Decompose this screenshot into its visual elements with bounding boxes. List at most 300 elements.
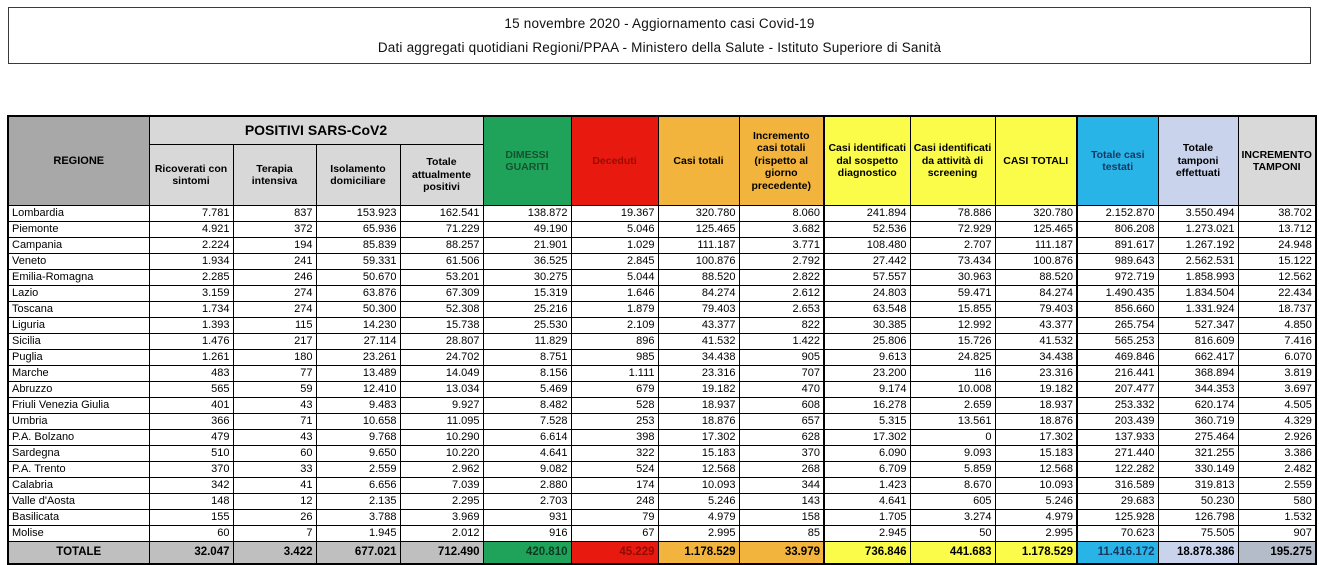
value-cell: 344 bbox=[739, 478, 824, 494]
value-cell: 5.044 bbox=[571, 270, 658, 286]
table-row bbox=[8, 318, 1316, 334]
value-cell: 316.589 bbox=[1077, 478, 1158, 494]
value-cell: 2.926 bbox=[1238, 430, 1316, 446]
value-cell: 2.152.870 bbox=[1077, 206, 1158, 222]
value-cell: 53.201 bbox=[400, 270, 483, 286]
value-cell: 321.255 bbox=[1158, 446, 1238, 462]
value-cell: 12.568 bbox=[658, 462, 739, 478]
value-cell: 3.788 bbox=[316, 510, 400, 526]
value-cell: 2.945 bbox=[824, 526, 910, 542]
table-row bbox=[8, 254, 1316, 270]
value-cell: 2.559 bbox=[316, 462, 400, 478]
value-cell: 5.469 bbox=[483, 382, 571, 398]
value-cell: 61.506 bbox=[400, 254, 483, 270]
header-totale-tamponi: Totale tamponi effettuati bbox=[1158, 116, 1238, 206]
value-cell: 43 bbox=[233, 398, 316, 414]
value-cell: 67.309 bbox=[400, 286, 483, 302]
header-group-positivi: POSITIVI SARS-CoV2 bbox=[149, 116, 483, 145]
value-cell: 125.928 bbox=[1077, 510, 1158, 526]
value-cell: 2.653 bbox=[739, 302, 824, 318]
value-cell: 9.768 bbox=[316, 430, 400, 446]
header-isolamento: Isolamento domiciliare bbox=[316, 145, 400, 206]
value-cell: 241 bbox=[233, 254, 316, 270]
value-cell: 320.780 bbox=[658, 206, 739, 222]
value-cell: 111.187 bbox=[995, 238, 1077, 254]
value-cell: 138.872 bbox=[483, 206, 571, 222]
value-cell: 13.034 bbox=[400, 382, 483, 398]
value-cell: 49.190 bbox=[483, 222, 571, 238]
value-cell: 7.528 bbox=[483, 414, 571, 430]
value-cell: 73.434 bbox=[910, 254, 995, 270]
table-row bbox=[8, 286, 1316, 302]
value-cell: 43.377 bbox=[658, 318, 739, 334]
value-cell: 608 bbox=[739, 398, 824, 414]
value-cell: 148 bbox=[149, 494, 233, 510]
value-cell: 60 bbox=[233, 446, 316, 462]
region-cell: Abruzzo bbox=[8, 382, 149, 398]
value-cell: 271.440 bbox=[1077, 446, 1158, 462]
value-cell: 1.261 bbox=[149, 350, 233, 366]
value-cell: 1.646 bbox=[571, 286, 658, 302]
value-cell: 565 bbox=[149, 382, 233, 398]
value-cell: 24.948 bbox=[1238, 238, 1316, 254]
value-cell: 398 bbox=[571, 430, 658, 446]
value-cell: 14.049 bbox=[400, 366, 483, 382]
region-cell: Toscana bbox=[8, 302, 149, 318]
value-cell: 17.302 bbox=[995, 430, 1077, 446]
value-cell: 1.734 bbox=[149, 302, 233, 318]
total-value-cell: 712.490 bbox=[400, 542, 483, 565]
value-cell: 2.224 bbox=[149, 238, 233, 254]
value-cell: 8.482 bbox=[483, 398, 571, 414]
table-body bbox=[8, 206, 1316, 565]
total-value-cell: 441.683 bbox=[910, 542, 995, 565]
value-cell: 79.403 bbox=[995, 302, 1077, 318]
value-cell: 84.274 bbox=[995, 286, 1077, 302]
header-totale-positivi: Totale attualmente positivi bbox=[400, 145, 483, 206]
value-cell: 126.798 bbox=[1158, 510, 1238, 526]
value-cell: 18.937 bbox=[658, 398, 739, 414]
value-cell: 41 bbox=[233, 478, 316, 494]
value-cell: 9.093 bbox=[910, 446, 995, 462]
value-cell: 8.751 bbox=[483, 350, 571, 366]
value-cell: 528 bbox=[571, 398, 658, 414]
value-cell: 17.302 bbox=[824, 430, 910, 446]
value-cell: 180 bbox=[233, 350, 316, 366]
value-cell: 931 bbox=[483, 510, 571, 526]
value-cell: 70.623 bbox=[1077, 526, 1158, 542]
value-cell: 372 bbox=[233, 222, 316, 238]
value-cell: 268 bbox=[739, 462, 824, 478]
value-cell: 41.532 bbox=[995, 334, 1077, 350]
value-cell: 194 bbox=[233, 238, 316, 254]
table-row bbox=[8, 446, 1316, 462]
value-cell: 1.879 bbox=[571, 302, 658, 318]
value-cell: 565.253 bbox=[1077, 334, 1158, 350]
table-row bbox=[8, 238, 1316, 254]
value-cell: 816.609 bbox=[1158, 334, 1238, 350]
value-cell: 19.182 bbox=[658, 382, 739, 398]
value-cell: 806.208 bbox=[1077, 222, 1158, 238]
value-cell: 1.273.021 bbox=[1158, 222, 1238, 238]
value-cell: 10.658 bbox=[316, 414, 400, 430]
value-cell: 108.480 bbox=[824, 238, 910, 254]
region-cell: Piemonte bbox=[8, 222, 149, 238]
header-dimessi-guariti: DIMESSI GUARITI bbox=[483, 116, 571, 206]
value-cell: 2.707 bbox=[910, 238, 995, 254]
value-cell: 248 bbox=[571, 494, 658, 510]
total-row bbox=[8, 542, 1316, 565]
value-cell: 6.090 bbox=[824, 446, 910, 462]
value-cell: 3.386 bbox=[1238, 446, 1316, 462]
value-cell: 2.562.531 bbox=[1158, 254, 1238, 270]
value-cell: 158 bbox=[739, 510, 824, 526]
value-cell: 2.295 bbox=[400, 494, 483, 510]
region-cell: Liguria bbox=[8, 318, 149, 334]
report-title-line2: Dati aggregati quotidiani Regioni/PPAA - Ministero della Salute - Istituto Superiore di Sanità bbox=[377, 39, 942, 55]
value-cell: 2.962 bbox=[400, 462, 483, 478]
value-cell: 12.410 bbox=[316, 382, 400, 398]
region-cell: Veneto bbox=[8, 254, 149, 270]
value-cell: 4.979 bbox=[995, 510, 1077, 526]
value-cell: 2.135 bbox=[316, 494, 400, 510]
value-cell: 401 bbox=[149, 398, 233, 414]
value-cell: 510 bbox=[149, 446, 233, 462]
value-cell: 26 bbox=[233, 510, 316, 526]
table-row bbox=[8, 430, 1316, 446]
value-cell: 72.929 bbox=[910, 222, 995, 238]
table-row bbox=[8, 414, 1316, 430]
value-cell: 27.442 bbox=[824, 254, 910, 270]
total-value-cell: 736.846 bbox=[824, 542, 910, 565]
value-cell: 71.229 bbox=[400, 222, 483, 238]
value-cell: 84.274 bbox=[658, 286, 739, 302]
region-cell: Friuli Venezia Giulia bbox=[8, 398, 149, 414]
value-cell: 50.300 bbox=[316, 302, 400, 318]
value-cell: 24.803 bbox=[824, 286, 910, 302]
header-casi-totali-2: CASI TOTALI bbox=[995, 116, 1077, 206]
value-cell: 115 bbox=[233, 318, 316, 334]
value-cell: 3.697 bbox=[1238, 382, 1316, 398]
value-cell: 3.682 bbox=[739, 222, 824, 238]
value-cell: 10.093 bbox=[995, 478, 1077, 494]
value-cell: 207.477 bbox=[1077, 382, 1158, 398]
value-cell: 36.525 bbox=[483, 254, 571, 270]
header-deceduti: Deceduti bbox=[571, 116, 658, 206]
table-row bbox=[8, 366, 1316, 382]
region-cell: Calabria bbox=[8, 478, 149, 494]
region-cell: Valle d'Aosta bbox=[8, 494, 149, 510]
value-cell: 125.465 bbox=[658, 222, 739, 238]
value-cell: 12.992 bbox=[910, 318, 995, 334]
value-cell: 989.643 bbox=[1077, 254, 1158, 270]
value-cell: 60 bbox=[149, 526, 233, 542]
value-cell: 8.670 bbox=[910, 478, 995, 494]
value-cell: 174 bbox=[571, 478, 658, 494]
value-cell: 1.705 bbox=[824, 510, 910, 526]
value-cell: 3.819 bbox=[1238, 366, 1316, 382]
table-row bbox=[8, 350, 1316, 366]
value-cell: 905 bbox=[739, 350, 824, 366]
value-cell: 9.927 bbox=[400, 398, 483, 414]
value-cell: 2.845 bbox=[571, 254, 658, 270]
value-cell: 253 bbox=[571, 414, 658, 430]
value-cell: 5.246 bbox=[658, 494, 739, 510]
value-cell: 19.182 bbox=[995, 382, 1077, 398]
value-cell: 1.934 bbox=[149, 254, 233, 270]
table-row bbox=[8, 302, 1316, 318]
value-cell: 63.876 bbox=[316, 286, 400, 302]
region-cell: Puglia bbox=[8, 350, 149, 366]
value-cell: 837 bbox=[233, 206, 316, 222]
value-cell: 2.559 bbox=[1238, 478, 1316, 494]
value-cell: 972.719 bbox=[1077, 270, 1158, 286]
value-cell: 23.316 bbox=[995, 366, 1077, 382]
total-value-cell: 11.416.172 bbox=[1077, 542, 1158, 565]
value-cell: 6.656 bbox=[316, 478, 400, 494]
value-cell: 11.829 bbox=[483, 334, 571, 350]
region-cell: Molise bbox=[8, 526, 149, 542]
value-cell: 2.482 bbox=[1238, 462, 1316, 478]
region-cell: P.A. Trento bbox=[8, 462, 149, 478]
value-cell: 23.316 bbox=[658, 366, 739, 382]
value-cell: 23.200 bbox=[824, 366, 910, 382]
value-cell: 22.434 bbox=[1238, 286, 1316, 302]
covid-data-table bbox=[7, 115, 1317, 565]
total-value-cell: 32.047 bbox=[149, 542, 233, 565]
value-cell: 14.230 bbox=[316, 318, 400, 334]
value-cell: 16.278 bbox=[824, 398, 910, 414]
value-cell: 137.933 bbox=[1077, 430, 1158, 446]
value-cell: 88.520 bbox=[658, 270, 739, 286]
value-cell: 907 bbox=[1238, 526, 1316, 542]
value-cell: 469.846 bbox=[1077, 350, 1158, 366]
value-cell: 12.568 bbox=[995, 462, 1077, 478]
value-cell: 24.702 bbox=[400, 350, 483, 366]
value-cell: 322 bbox=[571, 446, 658, 462]
value-cell: 75.505 bbox=[1158, 526, 1238, 542]
value-cell: 7.039 bbox=[400, 478, 483, 494]
table-row bbox=[8, 478, 1316, 494]
table-row bbox=[8, 494, 1316, 510]
header-regione: REGIONE bbox=[8, 116, 149, 206]
value-cell: 52.308 bbox=[400, 302, 483, 318]
value-cell: 370 bbox=[739, 446, 824, 462]
value-cell: 10.290 bbox=[400, 430, 483, 446]
value-cell: 88.520 bbox=[995, 270, 1077, 286]
value-cell: 3.274 bbox=[910, 510, 995, 526]
region-cell: Marche bbox=[8, 366, 149, 382]
value-cell: 2.109 bbox=[571, 318, 658, 334]
value-cell: 628 bbox=[739, 430, 824, 446]
report-title-line1: 15 novembre 2020 - Aggiornamento casi Covid-19 bbox=[504, 16, 815, 32]
total-value-cell: 677.021 bbox=[316, 542, 400, 565]
value-cell: 116 bbox=[910, 366, 995, 382]
value-cell: 370 bbox=[149, 462, 233, 478]
value-cell: 366 bbox=[149, 414, 233, 430]
value-cell: 916 bbox=[483, 526, 571, 542]
value-cell: 28.807 bbox=[400, 334, 483, 350]
value-cell: 85.839 bbox=[316, 238, 400, 254]
total-value-cell: 3.422 bbox=[233, 542, 316, 565]
value-cell: 2.822 bbox=[739, 270, 824, 286]
value-cell: 2.792 bbox=[739, 254, 824, 270]
value-cell: 217 bbox=[233, 334, 316, 350]
value-cell: 6.709 bbox=[824, 462, 910, 478]
value-cell: 34.438 bbox=[658, 350, 739, 366]
value-cell: 7 bbox=[233, 526, 316, 542]
total-value-cell: 45.229 bbox=[571, 542, 658, 565]
value-cell: 111.187 bbox=[658, 238, 739, 254]
value-cell: 524 bbox=[571, 462, 658, 478]
value-cell: 216.441 bbox=[1077, 366, 1158, 382]
table-row bbox=[8, 270, 1316, 286]
total-value-cell: 18.878.386 bbox=[1158, 542, 1238, 565]
header-incremento-casi: Incremento casi totali (rispetto al giorno precedente) bbox=[739, 116, 824, 206]
value-cell: 3.550.494 bbox=[1158, 206, 1238, 222]
value-cell: 43.377 bbox=[995, 318, 1077, 334]
value-cell: 246 bbox=[233, 270, 316, 286]
value-cell: 143 bbox=[739, 494, 824, 510]
value-cell: 11.095 bbox=[400, 414, 483, 430]
value-cell: 19.367 bbox=[571, 206, 658, 222]
value-cell: 63.548 bbox=[824, 302, 910, 318]
value-cell: 5.315 bbox=[824, 414, 910, 430]
region-cell: Lazio bbox=[8, 286, 149, 302]
total-label: TOTALE bbox=[8, 542, 149, 565]
value-cell: 25.806 bbox=[824, 334, 910, 350]
value-cell: 1.490.435 bbox=[1077, 286, 1158, 302]
value-cell: 1.331.924 bbox=[1158, 302, 1238, 318]
value-cell: 483 bbox=[149, 366, 233, 382]
total-value-cell: 195.275 bbox=[1238, 542, 1316, 565]
value-cell: 18.937 bbox=[995, 398, 1077, 414]
value-cell: 155 bbox=[149, 510, 233, 526]
value-cell: 1.945 bbox=[316, 526, 400, 542]
value-cell: 34.438 bbox=[995, 350, 1077, 366]
value-cell: 856.660 bbox=[1077, 302, 1158, 318]
value-cell: 100.876 bbox=[995, 254, 1077, 270]
value-cell: 275.464 bbox=[1158, 430, 1238, 446]
value-cell: 8.060 bbox=[739, 206, 824, 222]
region-cell: Campania bbox=[8, 238, 149, 254]
value-cell: 580 bbox=[1238, 494, 1316, 510]
table-header bbox=[8, 116, 1316, 206]
value-cell: 241.894 bbox=[824, 206, 910, 222]
header-terapia-intensiva: Terapia intensiva bbox=[233, 145, 316, 206]
table-row bbox=[8, 334, 1316, 350]
value-cell: 59 bbox=[233, 382, 316, 398]
value-cell: 368.894 bbox=[1158, 366, 1238, 382]
value-cell: 15.122 bbox=[1238, 254, 1316, 270]
value-cell: 33 bbox=[233, 462, 316, 478]
value-cell: 5.046 bbox=[571, 222, 658, 238]
value-cell: 79.403 bbox=[658, 302, 739, 318]
value-cell: 1.029 bbox=[571, 238, 658, 254]
value-cell: 2.703 bbox=[483, 494, 571, 510]
value-cell: 2.995 bbox=[658, 526, 739, 542]
value-cell: 657 bbox=[739, 414, 824, 430]
value-cell: 4.921 bbox=[149, 222, 233, 238]
value-cell: 59.331 bbox=[316, 254, 400, 270]
value-cell: 67 bbox=[571, 526, 658, 542]
value-cell: 1.111 bbox=[571, 366, 658, 382]
value-cell: 6.614 bbox=[483, 430, 571, 446]
value-cell: 3.771 bbox=[739, 238, 824, 254]
value-cell: 2.612 bbox=[739, 286, 824, 302]
value-cell: 10.220 bbox=[400, 446, 483, 462]
value-cell: 1.423 bbox=[824, 478, 910, 494]
value-cell: 30.385 bbox=[824, 318, 910, 334]
value-cell: 1.267.192 bbox=[1158, 238, 1238, 254]
value-cell: 2.659 bbox=[910, 398, 995, 414]
value-cell: 6.070 bbox=[1238, 350, 1316, 366]
header-casi-screening: Casi identificati da attività di screening bbox=[910, 116, 995, 206]
value-cell: 679 bbox=[571, 382, 658, 398]
value-cell: 4.505 bbox=[1238, 398, 1316, 414]
total-value-cell: 33.979 bbox=[739, 542, 824, 565]
value-cell: 822 bbox=[739, 318, 824, 334]
value-cell: 1.834.504 bbox=[1158, 286, 1238, 302]
value-cell: 320.780 bbox=[995, 206, 1077, 222]
value-cell: 4.329 bbox=[1238, 414, 1316, 430]
value-cell: 12.562 bbox=[1238, 270, 1316, 286]
value-cell: 9.082 bbox=[483, 462, 571, 478]
value-cell: 319.813 bbox=[1158, 478, 1238, 494]
value-cell: 30.275 bbox=[483, 270, 571, 286]
value-cell: 77 bbox=[233, 366, 316, 382]
value-cell: 1.858.993 bbox=[1158, 270, 1238, 286]
value-cell: 15.855 bbox=[910, 302, 995, 318]
region-cell: P.A. Bolzano bbox=[8, 430, 149, 446]
value-cell: 10.093 bbox=[658, 478, 739, 494]
value-cell: 65.936 bbox=[316, 222, 400, 238]
value-cell: 57.557 bbox=[824, 270, 910, 286]
value-cell: 470 bbox=[739, 382, 824, 398]
value-cell: 2.012 bbox=[400, 526, 483, 542]
value-cell: 17.302 bbox=[658, 430, 739, 446]
value-cell: 2.880 bbox=[483, 478, 571, 494]
value-cell: 891.617 bbox=[1077, 238, 1158, 254]
report-title-box bbox=[8, 7, 1311, 64]
value-cell: 360.719 bbox=[1158, 414, 1238, 430]
region-cell: Umbria bbox=[8, 414, 149, 430]
value-cell: 1.476 bbox=[149, 334, 233, 350]
region-cell: Emilia-Romagna bbox=[8, 270, 149, 286]
header-ricoverati: Ricoverati con sintomi bbox=[149, 145, 233, 206]
value-cell: 8.156 bbox=[483, 366, 571, 382]
value-cell: 4.641 bbox=[483, 446, 571, 462]
value-cell: 203.439 bbox=[1077, 414, 1158, 430]
value-cell: 2.995 bbox=[995, 526, 1077, 542]
value-cell: 10.008 bbox=[910, 382, 995, 398]
value-cell: 23.261 bbox=[316, 350, 400, 366]
value-cell: 274 bbox=[233, 286, 316, 302]
value-cell: 1.532 bbox=[1238, 510, 1316, 526]
header-casi-totali: Casi totali bbox=[658, 116, 739, 206]
value-cell: 88.257 bbox=[400, 238, 483, 254]
value-cell: 30.963 bbox=[910, 270, 995, 286]
total-value-cell: 1.178.529 bbox=[658, 542, 739, 565]
value-cell: 13.712 bbox=[1238, 222, 1316, 238]
value-cell: 662.417 bbox=[1158, 350, 1238, 366]
value-cell: 15.319 bbox=[483, 286, 571, 302]
value-cell: 9.174 bbox=[824, 382, 910, 398]
table-row bbox=[8, 222, 1316, 238]
value-cell: 9.650 bbox=[316, 446, 400, 462]
value-cell: 162.541 bbox=[400, 206, 483, 222]
value-cell: 50.670 bbox=[316, 270, 400, 286]
